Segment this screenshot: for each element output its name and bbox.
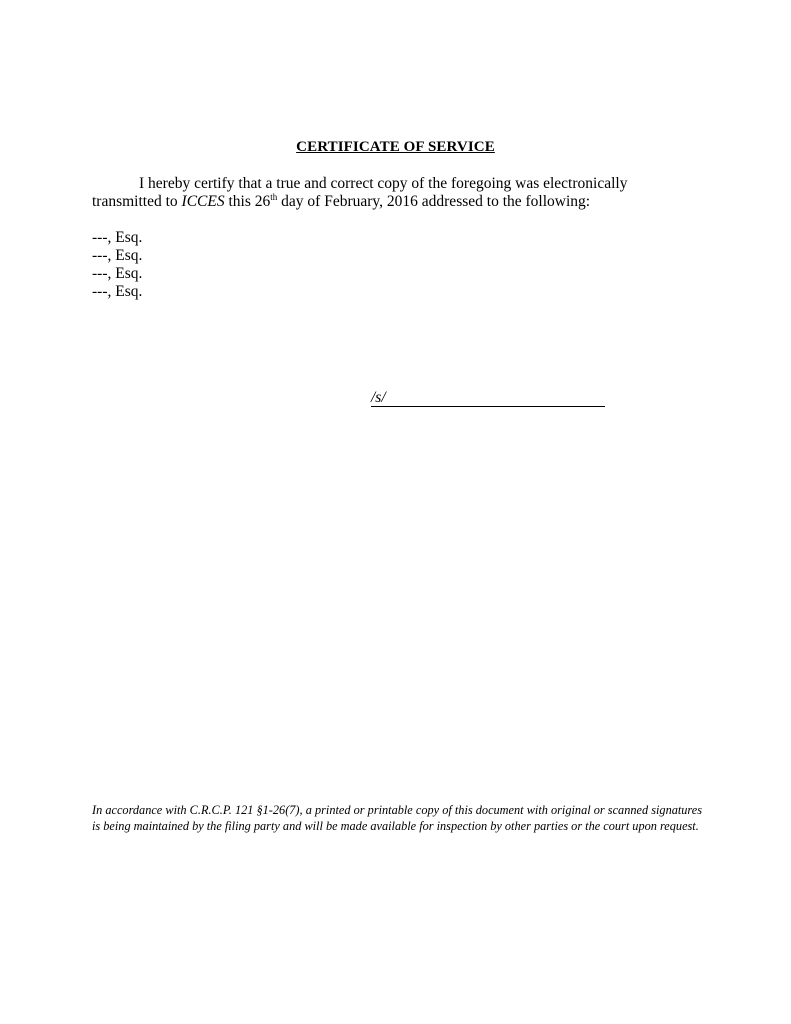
recipient-item: ---, Esq. (92, 247, 143, 264)
certification-text-part-3: day of February, 2016 addressed to the following: (277, 193, 591, 210)
certification-paragraph (92, 175, 712, 211)
footer-note: In accordance with C.R.C.P. 121 §1-26(7), a printed or printable copy of this document with original or scanned signatures is being maintained by the filing party and will be made available for inspection by other parties or the court upon request. (92, 803, 702, 833)
recipient-list (92, 229, 142, 301)
recipient-item: ---, Esq. (92, 229, 143, 246)
signature-label: /s/ (371, 389, 386, 406)
certification-text-part-2: this 26 (224, 193, 271, 210)
certification-system-name: ICCES (181, 193, 225, 210)
certification-text-part-1: transmitted to (92, 193, 182, 210)
signature-line (371, 389, 605, 407)
certification-line-1: I hereby certify that a true and correct copy of the foregoing was electronically (139, 175, 628, 192)
recipient-item: ---, Esq. (92, 265, 143, 282)
certification-day-suffix: th (270, 191, 278, 202)
recipient-item: ---, Esq. (92, 283, 143, 300)
certification-line-2 (92, 193, 712, 211)
document-title: CERTIFICATE OF SERVICE (296, 139, 495, 155)
